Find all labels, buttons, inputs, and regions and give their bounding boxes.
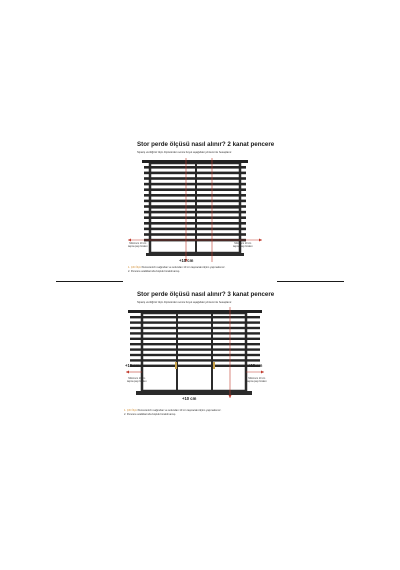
blind-slat: [130, 354, 260, 356]
note-item: 2. Pencere aralıklarında boşluk bırakılmamış.: [124, 412, 177, 416]
section1-left-label: Minimum 10 cm taşma payı bırakın: [128, 242, 148, 248]
section2-left-measure: +10 cm: [125, 363, 140, 368]
blind-slat: [130, 321, 260, 323]
blind-slat: [130, 316, 260, 318]
blind-slats: [130, 316, 263, 368]
window-handle-icon: [175, 362, 177, 369]
blind-slat: [130, 338, 260, 340]
arrow-down-icon: [229, 395, 232, 398]
section2-right-label: Minimum 10 cm taşma payı bırakın: [247, 377, 267, 383]
window-handle-icon: [213, 362, 215, 369]
window-sill: [136, 391, 252, 395]
blind-slat: [130, 327, 260, 329]
note-item: 1. Çift Ölçü Pencerenizin sağından ve solundan 10 cm taşıracak ölçüm yapmalısınız.: [124, 409, 222, 412]
section2-notes: [124, 409, 221, 416]
section1-right-label: Minimum 10 cm taşma payı bırakın: [233, 242, 253, 248]
arrow-left-icon: [126, 371, 129, 374]
blind-slat: [130, 343, 260, 345]
arrow-right-icon: [261, 371, 264, 374]
blind-headrail: [128, 310, 262, 313]
section2-right-measure: +10 cm: [248, 363, 263, 368]
note-item: 1. Çift Ölçü Pencerenizin sağından ve solundan 10 cm taşıracak ölçüm yapmalısınız.: [128, 266, 226, 269]
blind-slat: [130, 332, 260, 334]
section1-bottom-measure: +10 cm: [179, 258, 194, 263]
note-item: 2. Pencere aralıklarında boşluk bırakılmamış.: [128, 269, 181, 273]
section1-title: Stor perde ölçüsü nasıl alınır? 2 kanat pencere: [137, 141, 275, 148]
section1-subtitle: Sipariş verdiğiniz ölçü ölçüsünden sonra boyut aşağıdaki yöntemi ile hesaplanır.: [137, 151, 233, 154]
section2-left-label: Minimum 10 cm taşma payı bırakın: [127, 377, 147, 383]
section2-subtitle: Sipariş verdiğiniz ölçü ölçüsünden sonra boyut aşağıdaki yöntemi ile hesaplanır.: [137, 301, 233, 304]
blind-slat: [130, 359, 260, 361]
section2-title: Stor perde ölçüsü nasıl alınır? 3 kanat pencere: [137, 291, 275, 298]
section2-bottom-measure: +10 cm: [182, 396, 197, 401]
blind-slat: [130, 348, 260, 350]
window-frame: [142, 313, 246, 391]
